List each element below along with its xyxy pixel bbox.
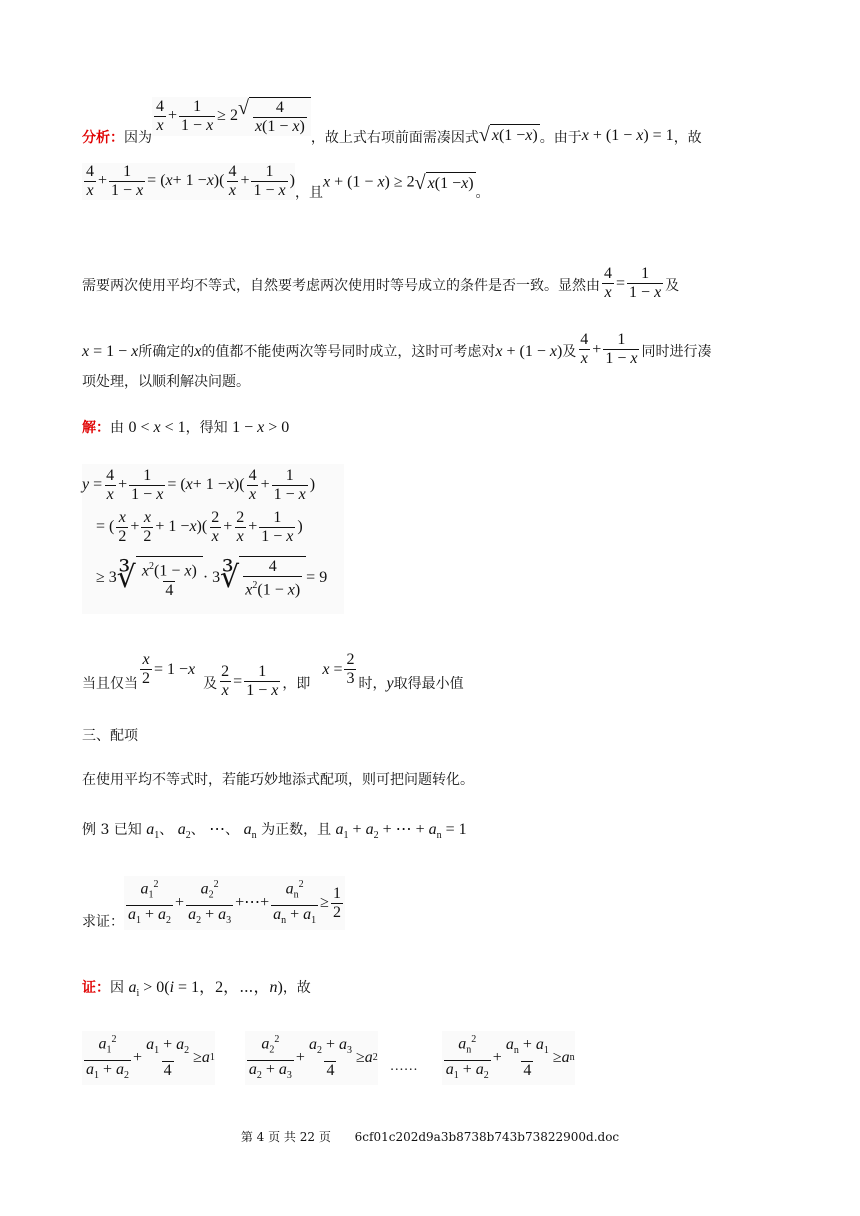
- formula-analysis-5: x + (1 − x) ≥ 2 √ x (1 − x ): [322, 172, 474, 194]
- paragraph-1: 需要两次使用平均不等式，自然要考虑两次使用时等号成立的条件是否一致。显然由 $\frac{4}{x}$ = $\frac{1}{1 - x}$ 及: [82, 265, 680, 301]
- prove-line: 求证： $\frac{a_1^2}{a_1 + a_2}$ + $\frac{a_2^2}{a_2 + a_3}$ +⋯+ $\frac{a_n^2}{a_n + a_1}$ ≥ $\frac{1}{2}$: [82, 874, 345, 934]
- proof-inequalities: $\frac{a_1^2}{a_1 + a_2}$ + $\frac{a_1 + a_2}{4}$ ≥ a 1 $\frac{a_2^2}{a_2 + a_3}$ + $\frac{a_2 + a_3}{4}$ ≥ a 2 …… $\frac{a_n^2}{a_1 + a_2}$ + $\frac{a_n + a_1}{4}$ ≥ a n: [82, 1032, 575, 1084]
- formula-analysis-2: √ x (1 − x ): [478, 124, 538, 146]
- solution-line: 解：由 0 < x < 1，得知 1 − x > 0: [82, 419, 290, 436]
- page-number: 第 4 页 共 22 页: [240, 1130, 331, 1144]
- formula-analysis-3: x + (1 − x) = 1: [581, 127, 674, 144]
- solution-equation-block: y = $\frac{4}{x}$ + $\frac{1}{1 - x}$ = ( x + 1 − x )( $\frac{4}{x}$ + $\frac{1}{1 - x}$ ) = ( $\frac{x}{2}$ + $\frac{x}{2}$ + 1 − x )( $\frac{2}{x}$ + $\frac{2}{x}$ + $\frac{1}{1 - x}$ ) ≥ 3 ∛ $\frac{x^2(1 - x)}{4}$ · 3 ∛ $\frac{4}{x^2(1 - x)}$ = 9: [82, 464, 344, 614]
- proof-line: 证：因 $a_i > 0(i = 1$，2，⋯，n)，故: [82, 979, 311, 1000]
- analysis-line-2: $\frac{4}{x}$ + $\frac{1}{1 - x}$ = ( x + 1 − x )( $\frac{4}{x}$ + $\frac{1}{1 - x}$ ) ，且 x + (1 − x) ≥ 2 √ x (1 − x ) 。: [82, 156, 490, 206]
- analysis-line: 分析： 因为 $\frac{4}{x}$ + $\frac{1}{1 - x}$ ≥ 2 √ $\frac{4}{x(1 - x)}$ ，故上式右项前面需凑因式 √ x (1 − x ) 。由于 x + (1 − x) = 1 ，故: [82, 96, 702, 146]
- formula-p2-c: $\frac{4}{x}$ + $\frac{1}{1 - x}$: [580, 331, 638, 367]
- formula-p1: $\frac{4}{x}$ = $\frac{1}{1 - x}$: [604, 265, 662, 301]
- document-filename: 6cf01c202d9a3b8738b743b73822900d.doc: [354, 1130, 620, 1144]
- section-intro: 在使用平均不等式时，若能巧妙地添式配项，则可把问题转化。: [82, 772, 474, 788]
- section-title: 三、配项: [82, 728, 138, 744]
- equality-condition-line: 当且仅当 $\frac{x}{2}$ = 1 − x 及 $\frac{2}{x}$ = $\frac{1}{1 - x}$ ，即 x = $\frac{2}{3}$ 时， y 取得最小值: [82, 651, 464, 699]
- formula-prove: $\frac{a_1^2}{a_1 + a_2}$ + $\frac{a_2^2}{a_2 + a_3}$ +⋯+ $\frac{a_n^2}{a_n + a_1}$ ≥ $\frac{1}{2}$: [124, 876, 345, 930]
- formula-p2-a: x = 1 − x: [82, 343, 139, 360]
- page-footer: [0, 1128, 860, 1145]
- formula-p2-b: x + (1 − x): [495, 343, 563, 360]
- formula-analysis-4: $\frac{4}{x}$ + $\frac{1}{1 - x}$ = ( x + 1 − x )( $\frac{4}{x}$ + $\frac{1}{1 - x}$ ): [82, 163, 295, 200]
- formula-analysis-1: $\frac{4}{x}$ + $\frac{1}{1 - x}$ ≥ 2 √ $\frac{4}{x(1 - x)}$: [152, 97, 311, 136]
- analysis-label: 分析：: [82, 130, 124, 146]
- paragraph-2: x = 1 − x 所确定的 x 的值都不能使两次等号同时成立，这时可考虑对 x + (1 − x) 及 $\frac{4}{x}$ + $\frac{1}{1 - x}$ 同时进行凑: [82, 331, 712, 367]
- example-3-line: 例 3 已知 $a_1$、 $a_2$、 ⋯、 $a_n$ 为正数，且 $a_1 + a_2$ + ⋯ + $a_n = 1$: [82, 821, 467, 842]
- paragraph-2-line-2: 项处理，以顺利解决问题。: [82, 374, 250, 390]
